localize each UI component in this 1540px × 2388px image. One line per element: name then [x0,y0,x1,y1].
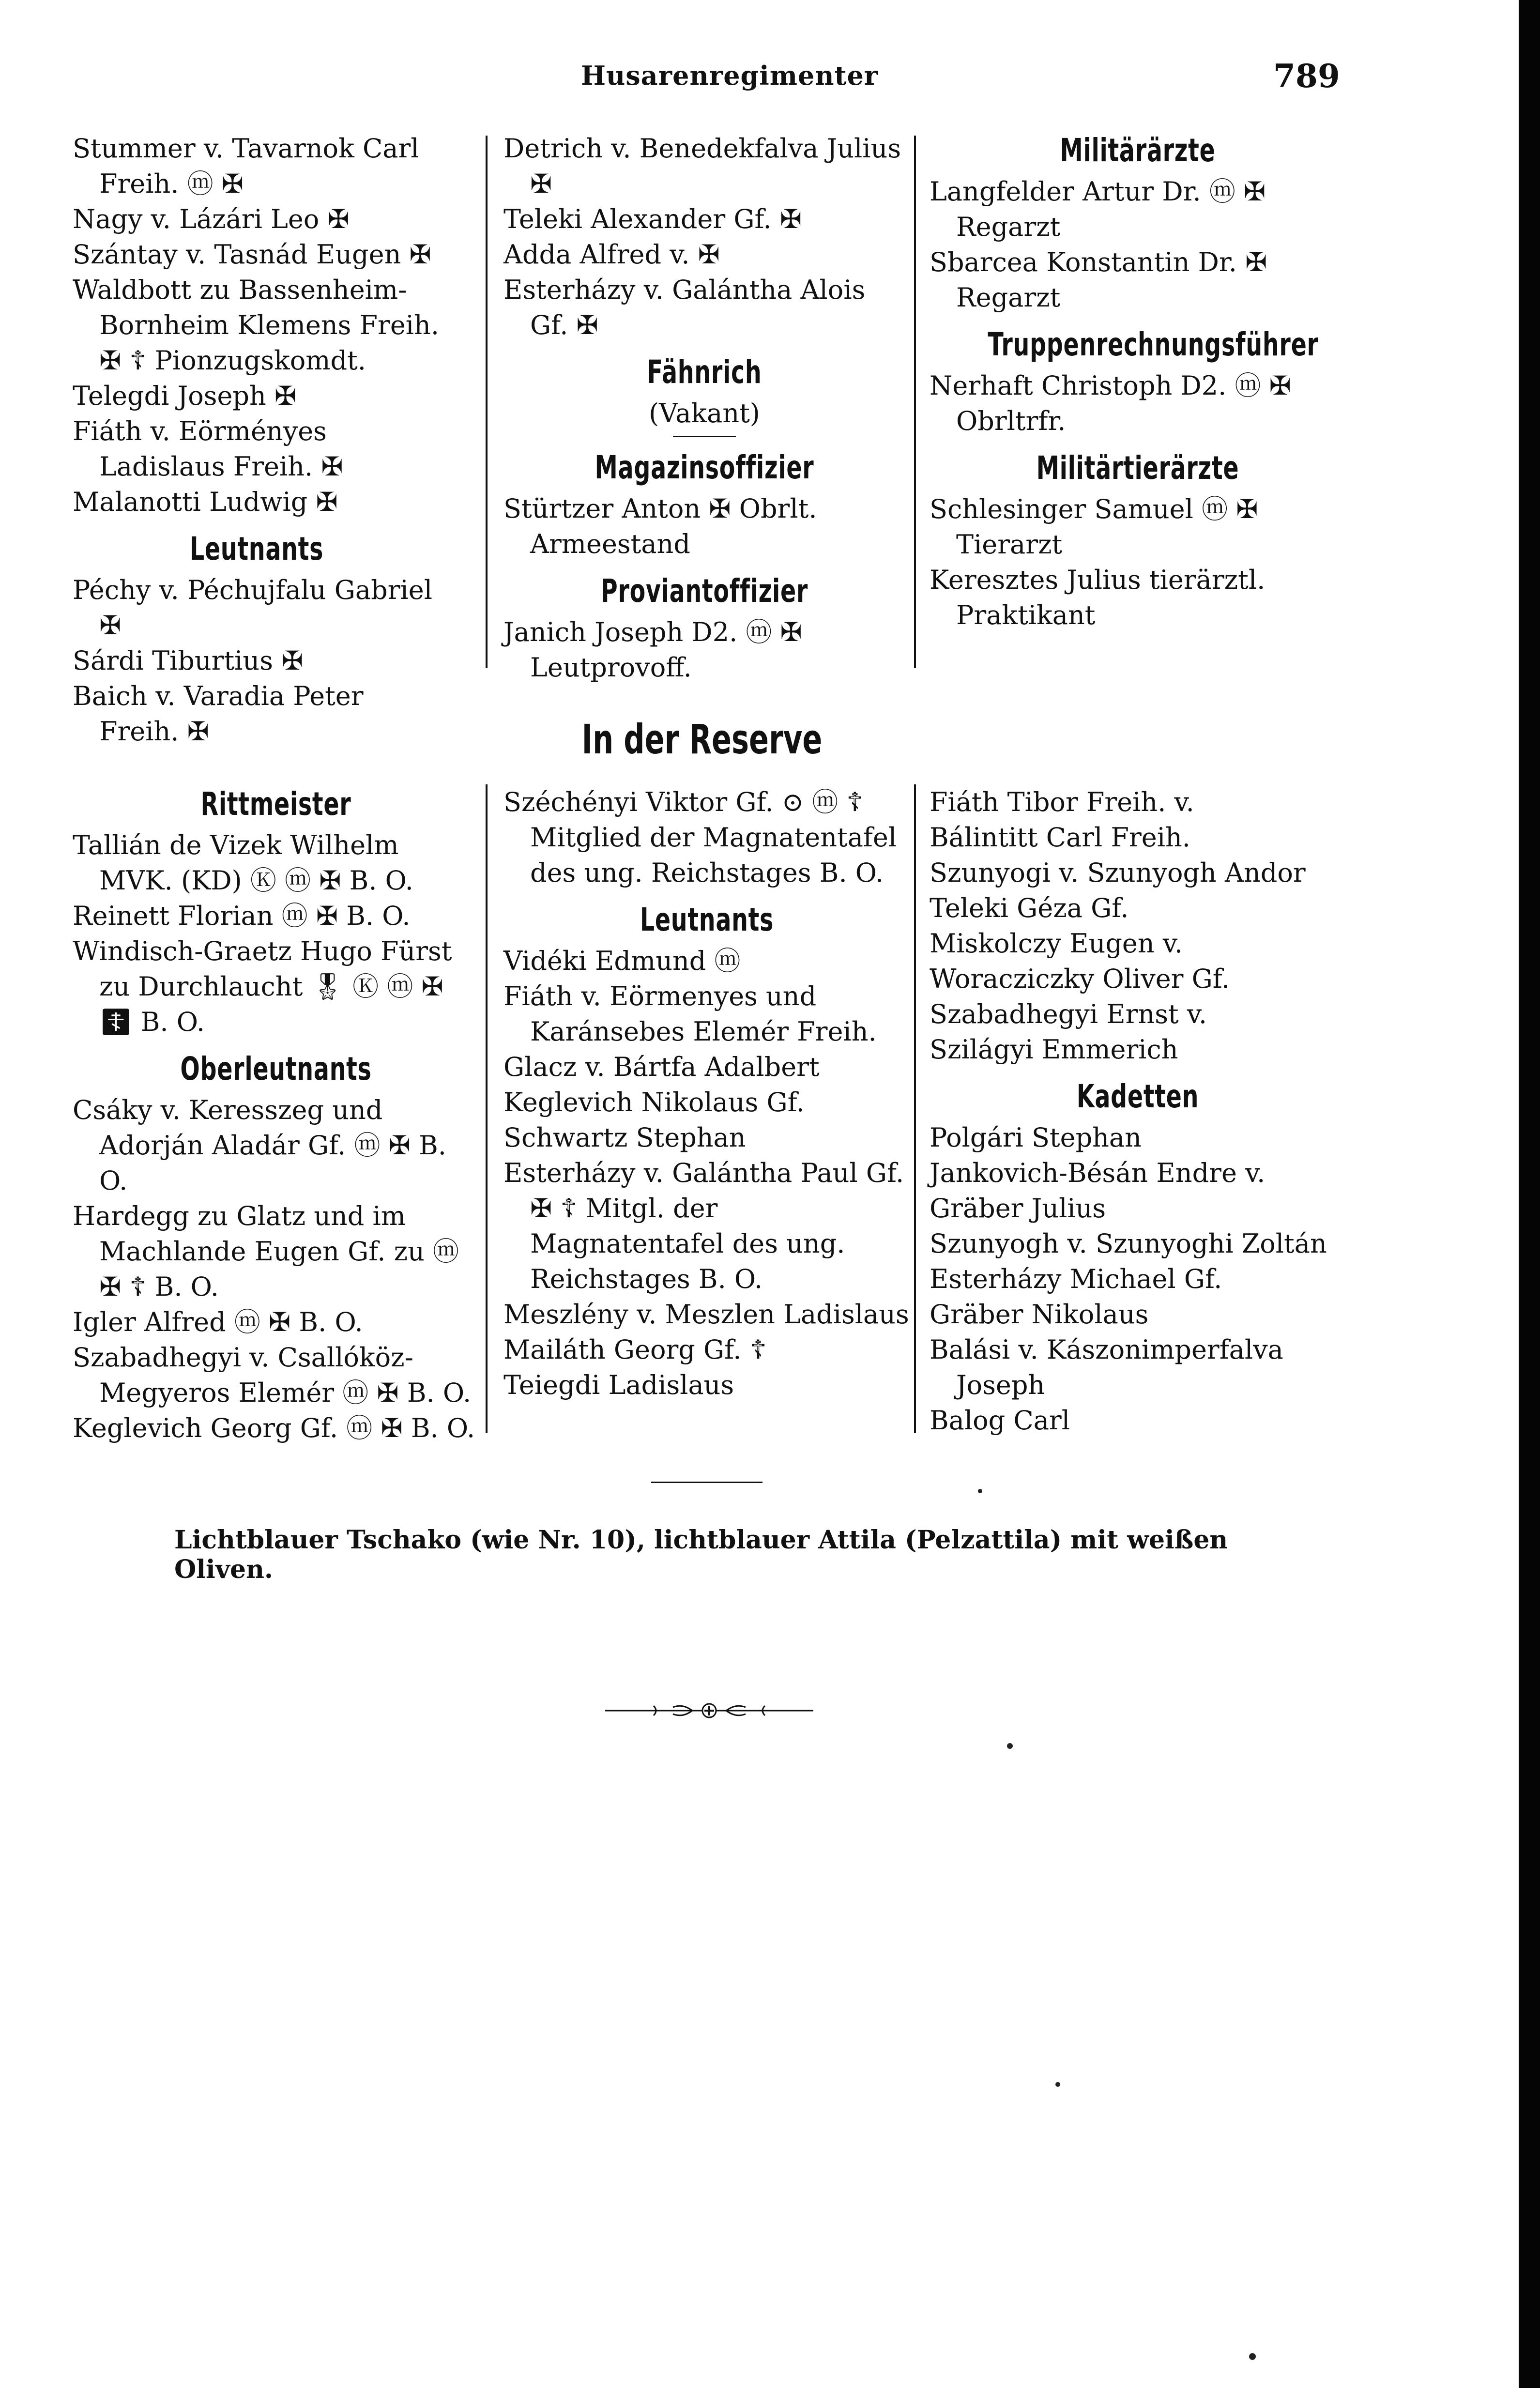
list-item: Schlesinger Samuel ⓜ ✠ Tierarzt [930,494,1258,560]
list-item: Igler Alfred ⓜ ✠ B. O. [73,1307,363,1337]
list-item: Bálintitt Carl Freih. [930,822,1190,853]
list-item: Polgári Stephan [930,1122,1142,1153]
section-title-fahnrich: Fähnrich [647,353,762,391]
divider [651,1482,762,1483]
top-column-2 [503,131,905,685]
list-item: Fiáth Tibor Freih. v. [930,787,1194,817]
section-title-leutnants: Leutnants [189,530,324,567]
list-item: Keglevich Nikolaus Gf. [503,1087,805,1117]
list-item: Stürtzer Anton ✠ Obrlt. Armeestand [503,493,817,559]
list-item: Glacz v. Bártfa Adalbert [503,1052,820,1082]
list-item: Jankovich-Bésán Endre v. [930,1158,1266,1188]
list-item: Szabadhegyi Ernst v. [930,999,1207,1029]
list-item: Nagy v. Lázári Leo ✠ [73,204,350,234]
list-item: Teleki Géza Gf. [930,893,1129,923]
list-item: Csáky v. Keresszeg und Adorján Aladár Gf. ⓜ ✠ B. O. [73,1095,446,1196]
top-col1-list [73,131,441,520]
list-item: Woracziczky Oliver Gf. [930,964,1230,994]
list-item: Sárdi Tiburtius ✠ [73,645,304,676]
list-item: Hardegg zu Glatz und im Machlande Eugen Gf. zu ⓜ ✠ ☦ B. O. [73,1201,459,1302]
list-item: Balási v. Kászonimperfalva Joseph [930,1334,1283,1400]
list-item: Teiegdi Ladislaus [503,1370,734,1400]
list-item: Gräber Nikolaus [930,1299,1149,1330]
column-divider [486,136,488,668]
section-title-militararzte: Militärärzte [1060,132,1216,169]
scan-edge [1519,0,1540,2388]
list-item: Meszlény v. Meszlen Ladislaus [503,1299,909,1330]
section-title-militartierarzte: Militärtierärzte [1036,449,1239,487]
list-item: Windisch-Graetz Hugo Fürst zu Durchlaucht 🎖 Ⓚ ⓜ ✠ ☦ B. O. [73,936,452,1037]
list-item: Waldbott zu Bassenheim-Bornheim Klemens Freih. ✠ ☦ Pionzugskomdt. [73,275,439,376]
list-item: Miskolczy Eugen v. [930,928,1183,959]
section-title-oberleutnants: Oberleutnants [180,1050,372,1087]
list-item: Stummer v. Tavarnok Carl Freih. ⓜ ✠ [73,133,419,199]
column-divider [914,784,916,1433]
list-item: Tallián de Vizek Wilhelm MVK. (KD) Ⓚ ⓜ ✠ B. O. [73,830,413,896]
list-item: Mailáth Georg Gf. ☦ [503,1334,767,1365]
list-item: Fiáth v. Eörmenyes und Karánsebes Elemér Freih. [503,981,877,1047]
list-item: Schwartz Stephan [503,1122,746,1153]
section-title-proviantoffizier: Proviantoffizier [600,572,808,610]
section-title-leutnants-reserve: Leutnants [640,901,774,938]
list-item: Esterházy v. Galántha Paul Gf. ✠ ☦ Mitgl. der Magnatentafel des ung. Reichstages B. O. [503,1158,904,1294]
list-item: Keglevich Georg Gf. ⓜ ✠ B. O. [73,1413,475,1443]
uniform-footnote: Lichtblauer Tschako (wie Nr. 10), lichtblauer Attila (Pelzattila) mit weißen Oliven. [174,1525,1228,1584]
running-header: Husarenregimenter [581,60,879,91]
scan-speck [1007,1743,1013,1749]
list-item: Keresztes Julius tierärztl. Praktikant [930,565,1266,630]
top-col1-list-2 [73,572,441,749]
ornament-icon [605,1699,813,1723]
list-item: Esterházy v. Galántha Alois Gf. ✠ [503,275,866,340]
list-item: Detrich v. Benedekfalva Julius ✠ [503,133,901,199]
list-item: Baich v. Varadia Peter Freih. ✠ [73,681,364,747]
column-divider [486,784,488,1433]
list-item: Vidéki Edmund ⓜ [503,946,741,976]
page-number: 789 [1273,57,1340,95]
list-item: Szilágyi Emmerich [930,1034,1178,1065]
list-item: Telegdi Joseph ✠ [73,381,297,411]
list-item: Gräber Julius [930,1193,1106,1224]
top-column-3 [930,121,1346,633]
section-title-reserve: In der Reserve [581,716,823,763]
list-item: Szunyogi v. Szunyogh Andor [930,857,1306,888]
scan-speck [978,1489,982,1493]
list-item: Reinett Florian ⓜ ✠ B. O. [73,901,411,931]
list-item: Széchényi Viktor Gf. ⊙ ⓜ ☦ Mitglied der Magnatentafel des ung. Reichstages B. O. [503,787,897,888]
list-item: Teleki Alexander Gf. ✠ [503,204,802,234]
list-item: Malanotti Ludwig ✠ [73,487,338,517]
list-item: Péchy v. Péchujfalu Gabriel ✠ [73,575,433,641]
list-item: Szunyogh v. Szunyoghi Zoltán [930,1228,1327,1259]
reserve-column-1 [73,775,479,1446]
column-divider [914,136,916,668]
section-title-rittmeister: Rittmeister [200,785,351,823]
list-item: Fiáth v. Eörményes Ladislaus Freih. ✠ [73,416,343,482]
list-item: Szabadhegyi v. Csallóköz-Megyeros Elemér ⓜ ✠ B. O. [73,1342,472,1408]
list-item: Adda Alfred v. ✠ [503,239,720,270]
section-title-truppenrechnungsfuhrer: Truppenrechnungsführer [988,326,1319,363]
scan-speck [1055,2082,1060,2087]
scan-speck [1249,2353,1256,2360]
list-item: Szántay v. Tasnád Eugen ✠ [73,239,431,270]
list-item: Balog Carl [930,1405,1070,1436]
section-title-kadetten: Kadetten [1076,1078,1199,1115]
list-item: Esterházy Michael Gf. [930,1264,1222,1294]
list-item: Janich Joseph D2. ⓜ ✠ Leutprovoff. [503,617,802,683]
reserve-column-2 [503,784,910,1403]
divider [673,436,736,437]
section-title-magazinsoffizier: Magazinsoffizier [595,449,814,486]
top-column-1 [73,131,441,749]
list-item: Langfelder Artur Dr. ⓜ ✠ Regarzt [930,176,1266,242]
list-item: Nerhaft Christoph D2. ⓜ ✠ Obrltrfr. [930,370,1291,436]
list-item: Sbarcea Konstantin Dr. ✠ Regarzt [930,247,1267,313]
fahnrich-value: (Vakant) [649,398,760,429]
reserve-column-3 [930,784,1346,1438]
